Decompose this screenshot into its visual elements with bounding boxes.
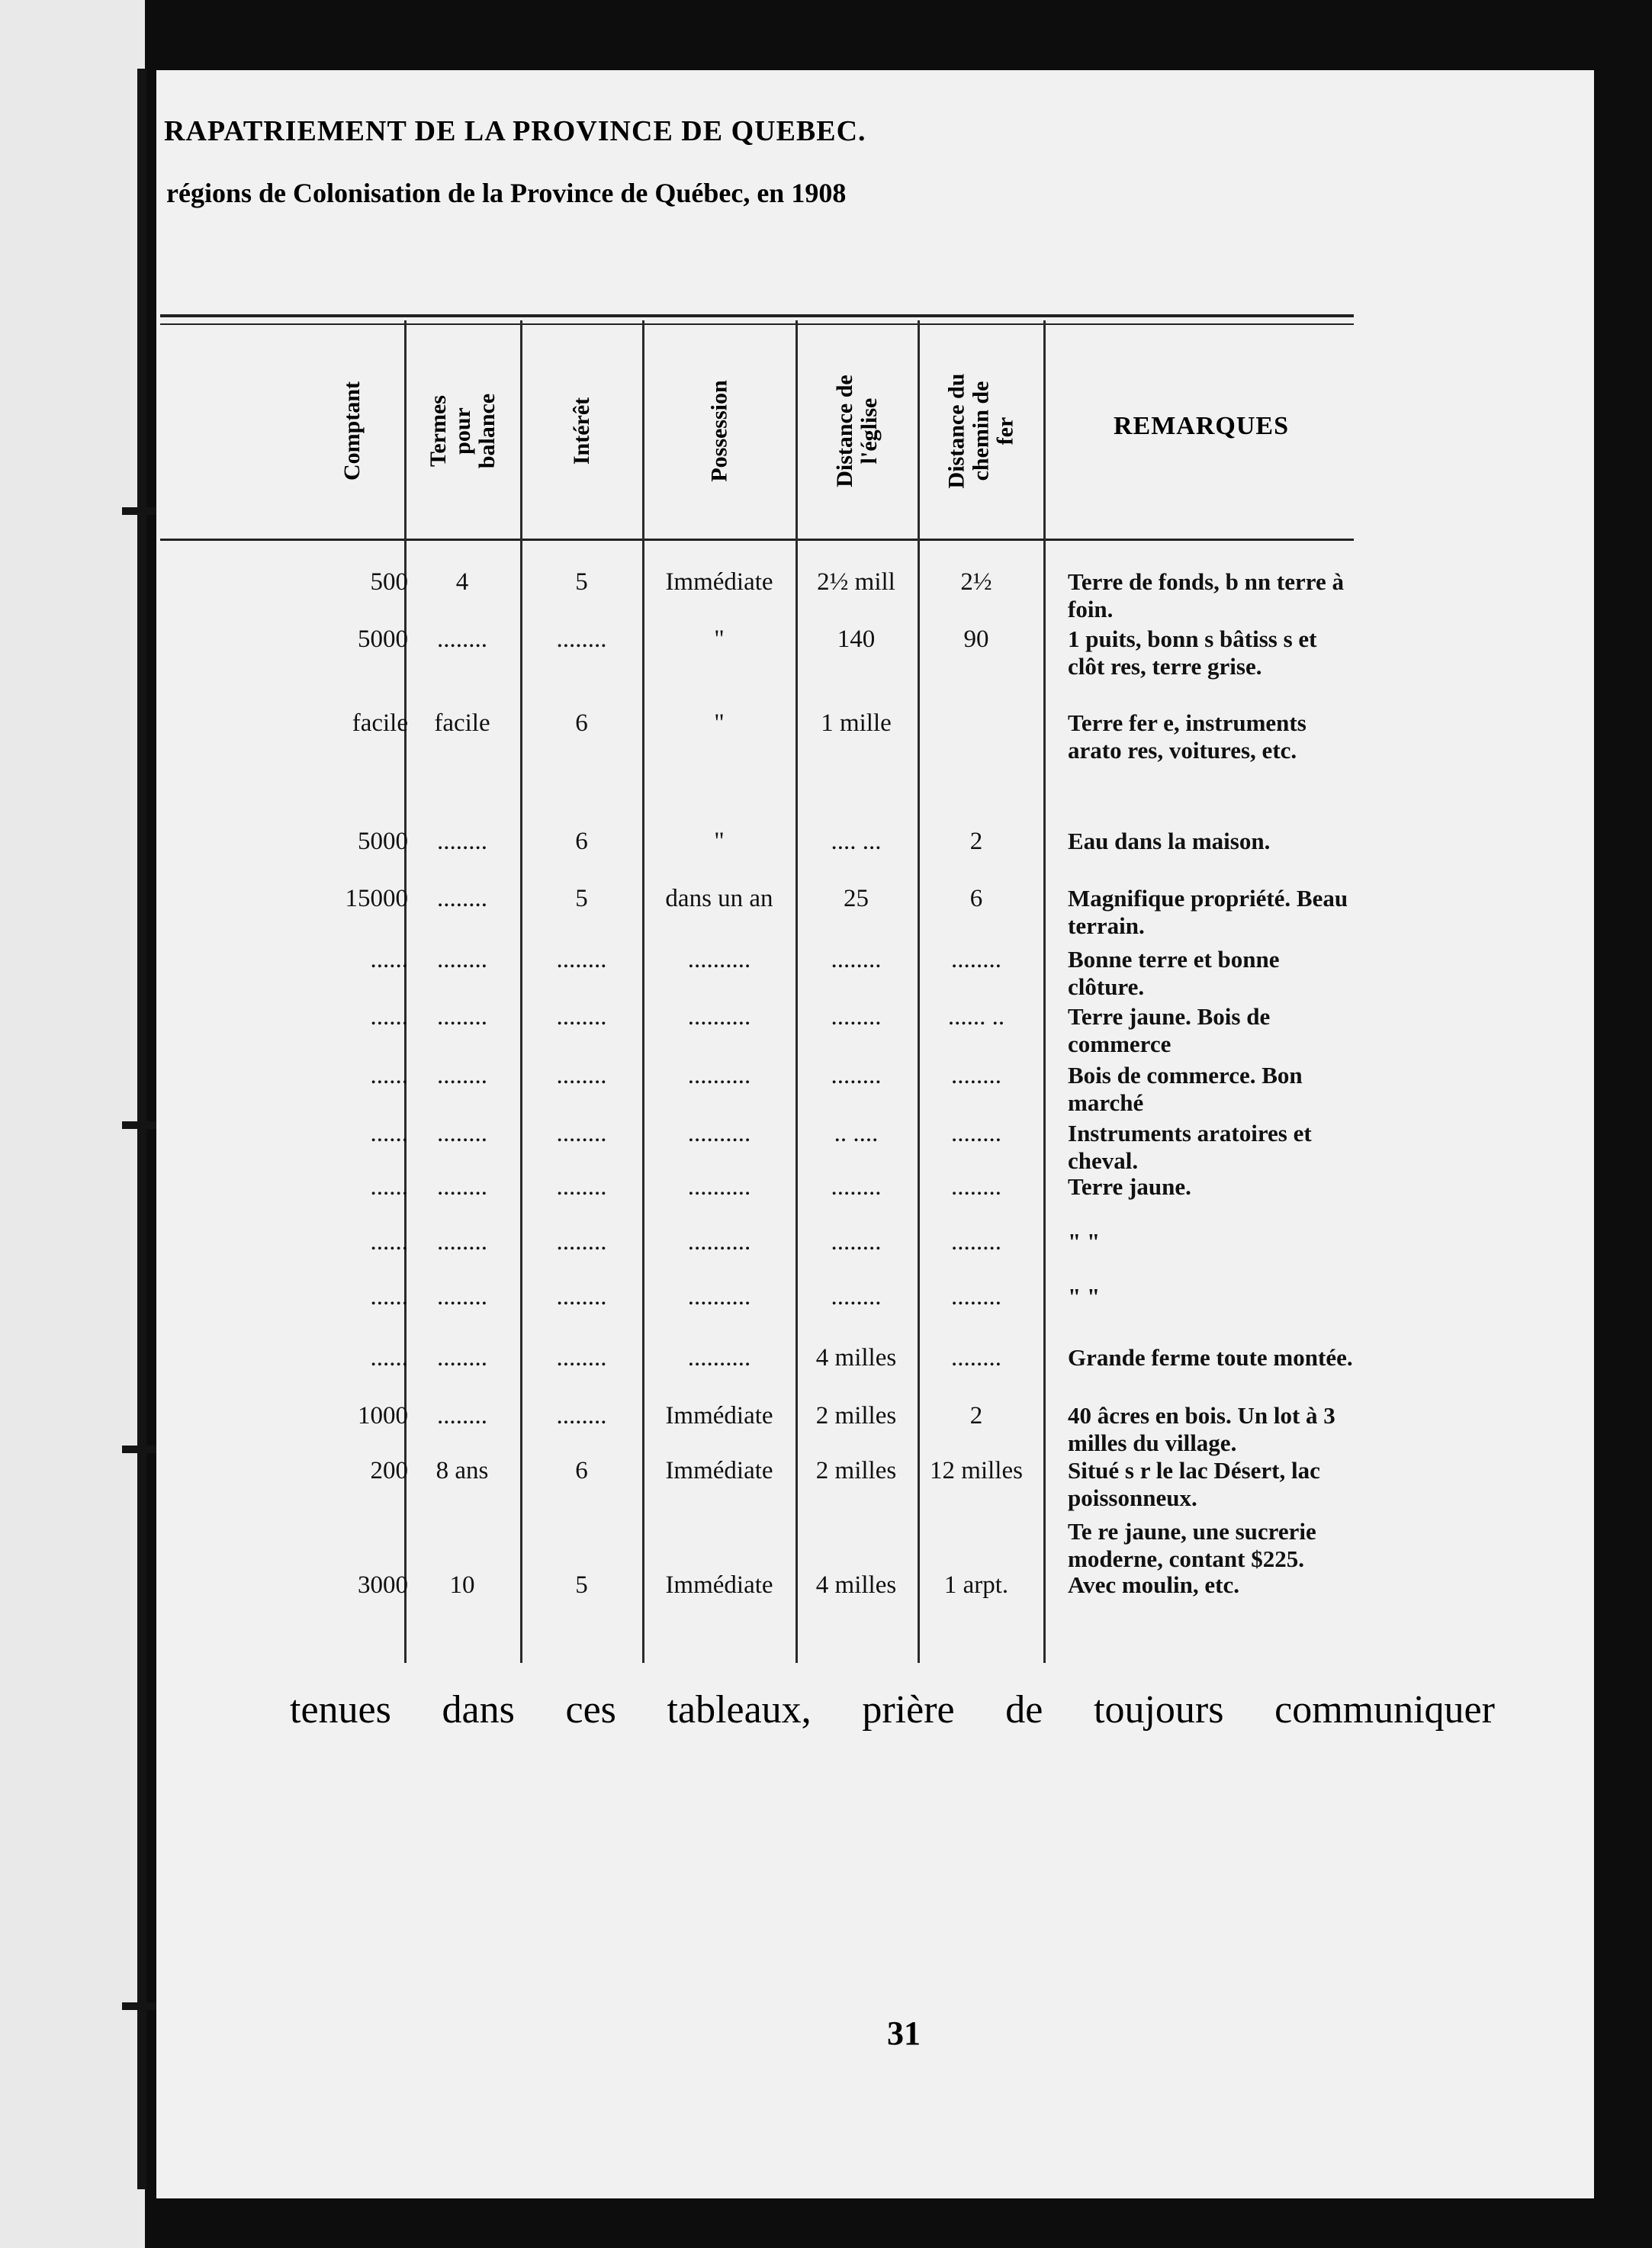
table-row <box>0 1283 1652 1344</box>
cell-distance-eglise: .. .... <box>834 1120 879 1147</box>
cell-possession: " <box>714 626 725 653</box>
cell-possession: .......... <box>687 1120 751 1147</box>
cell-possession: " <box>714 709 725 737</box>
cell-termes: ........ <box>437 1062 487 1089</box>
table-row <box>0 709 1652 770</box>
cell-distance-eglise: 4 milles <box>815 1571 897 1599</box>
cell-comptant: 500 <box>370 568 408 596</box>
cell-remarques: Te re jaune, une sucrerie moderne, contant $225. <box>1068 1518 1316 1572</box>
cell-comptant: ...... <box>370 1062 408 1089</box>
cell-distance-chemin: ...... .. <box>947 1003 1005 1031</box>
column-header-remarques: REMARQUES <box>1113 412 1290 440</box>
cell-remarques: Bonne terre et bonne clôture. <box>1068 946 1280 1000</box>
column-header-distance-eglise: Distance de l'église <box>832 375 882 487</box>
cell-interet: ........ <box>556 1344 607 1372</box>
cell-distance-eglise: 2½ mill <box>817 568 895 596</box>
page-title: RAPATRIEMENT DE LA PROVINCE DE QUEBEC. <box>164 115 866 147</box>
cell-interet: 5 <box>575 1571 588 1599</box>
table-row <box>0 1344 1652 1405</box>
header-rule <box>160 314 1354 317</box>
cell-distance-eglise: ........ <box>831 1228 882 1256</box>
cell-remarques: Eau dans la maison. <box>1068 828 1271 854</box>
cell-termes: 10 <box>449 1571 475 1599</box>
cell-possession: .......... <box>687 1003 751 1031</box>
cell-distance-chemin: 6 <box>969 885 983 912</box>
binding-mark <box>122 507 160 515</box>
cell-interet: 6 <box>575 709 588 737</box>
footer-word: tableaux, <box>667 1688 812 1732</box>
cell-remarques: " " <box>1068 1283 1101 1310</box>
table-row <box>0 1062 1652 1123</box>
page-number: 31 <box>887 2015 921 2052</box>
cell-distance-eglise: 4 milles <box>815 1344 897 1372</box>
cell-termes: ........ <box>437 1402 487 1430</box>
cell-distance-chemin: ........ <box>951 1120 1001 1147</box>
cell-comptant: facile <box>352 709 408 737</box>
cell-comptant: ...... <box>370 1283 408 1311</box>
footer-word: toujours <box>1094 1688 1224 1732</box>
table-row <box>0 1120 1652 1181</box>
table-row <box>0 946 1652 1007</box>
cell-distance-eglise: ........ <box>831 1283 882 1311</box>
cell-termes: ........ <box>437 946 487 973</box>
cell-distance-eglise: 140 <box>837 626 876 653</box>
column-header-possession: Possession <box>706 380 732 482</box>
cell-remarques: Terre de fonds, b nn terre à foin. <box>1068 568 1344 622</box>
cell-remarques: 1 puits, bonn s bâtiss s et clôt res, terre grise. <box>1068 626 1317 680</box>
footer-word: ces <box>565 1688 616 1732</box>
continuation-text <box>290 1687 1495 1732</box>
cell-distance-eglise: .... ... <box>831 828 882 855</box>
cell-comptant: 5000 <box>358 626 408 653</box>
cell-interet: ........ <box>556 1003 607 1031</box>
cell-distance-chemin: ........ <box>951 1173 1001 1201</box>
cell-distance-eglise: 2 milles <box>815 1402 897 1430</box>
cell-distance-chemin: 90 <box>963 626 989 653</box>
column-header-interet: Intérêt <box>568 397 594 465</box>
cell-termes: ........ <box>437 626 487 653</box>
cell-comptant: ...... <box>370 1003 408 1031</box>
table-row <box>0 626 1652 687</box>
cell-termes: ........ <box>437 1283 487 1311</box>
cell-possession: Immédiate <box>665 1457 773 1484</box>
cell-distance-chemin: ........ <box>951 1228 1001 1256</box>
cell-remarques: Terre jaune. Bois de commerce <box>1068 1003 1271 1057</box>
table-row <box>0 885 1652 946</box>
cell-remarques: Magnifique propriété. Beau terrain. <box>1068 885 1348 939</box>
cell-distance-chemin: ........ <box>951 1062 1001 1089</box>
cell-distance-eglise: ........ <box>831 946 882 973</box>
table-row <box>0 1571 1652 1632</box>
cell-distance-eglise: 2 milles <box>815 1457 897 1484</box>
cell-remarques: Terre fer e, instruments arato res, voitures, etc. <box>1068 709 1306 764</box>
cell-remarques: Bois de commerce. Bon marché <box>1068 1062 1303 1116</box>
cell-distance-eglise: 25 <box>844 885 869 912</box>
table-row <box>0 568 1652 629</box>
column-header-rule <box>160 539 1354 541</box>
cell-interet: 6 <box>575 1457 588 1484</box>
cell-possession: Immédiate <box>665 568 773 596</box>
cell-termes: 8 ans <box>435 1457 489 1484</box>
cell-termes: ........ <box>437 1228 487 1256</box>
cell-comptant: ...... <box>370 1228 408 1256</box>
table-row <box>0 1003 1652 1064</box>
cell-interet: ........ <box>556 1402 607 1430</box>
table-row <box>0 1457 1652 1518</box>
cell-remarques: Situé s r le lac Désert, lac poissonneux. <box>1068 1457 1320 1511</box>
cell-distance-eglise: ........ <box>831 1173 882 1201</box>
cell-comptant: ...... <box>370 1173 408 1201</box>
cell-possession: Immédiate <box>665 1402 773 1430</box>
cell-interet: ........ <box>556 1228 607 1256</box>
cell-possession: .......... <box>687 1283 751 1311</box>
footer-word: de <box>1005 1688 1043 1732</box>
header-rule <box>160 323 1354 325</box>
cell-possession: .......... <box>687 1062 751 1089</box>
cell-termes: ........ <box>437 1173 487 1201</box>
cell-termes: 4 <box>455 568 469 596</box>
cell-possession: Immédiate <box>665 1571 773 1599</box>
cell-distance-chemin: ........ <box>951 1283 1001 1311</box>
table-row <box>0 828 1652 889</box>
table-row <box>0 1228 1652 1289</box>
cell-remarques: Terre jaune. <box>1068 1173 1191 1200</box>
cell-comptant: 1000 <box>358 1402 408 1430</box>
cell-distance-chemin: 2 <box>969 828 983 855</box>
cell-interet: ........ <box>556 626 607 653</box>
cell-possession: .......... <box>687 1344 751 1372</box>
cell-comptant: ...... <box>370 1344 408 1372</box>
cell-remarques: Avec moulin, etc. <box>1068 1571 1239 1598</box>
cell-termes: facile <box>434 709 490 737</box>
table-row <box>0 1173 1652 1234</box>
cell-possession: .......... <box>687 1173 751 1201</box>
cell-interet: 6 <box>575 828 588 855</box>
footer-word: tenues <box>290 1688 391 1732</box>
cell-termes: ........ <box>437 885 487 912</box>
cell-remarques: 40 âcres en bois. Un lot à 3 milles du village. <box>1068 1402 1335 1456</box>
cell-distance-eglise: ........ <box>831 1062 882 1089</box>
cell-remarques: Grande ferme toute montée. <box>1068 1344 1353 1371</box>
footer-word: prière <box>862 1688 955 1732</box>
page-subtitle: régions de Colonisation de la Province de Québec, en 1908 <box>166 178 847 208</box>
cell-interet: ........ <box>556 946 607 973</box>
cell-remarques: " " <box>1068 1228 1101 1255</box>
cell-interet: ........ <box>556 1173 607 1201</box>
column-header-distance-chemin: Distance du chemin de fer <box>943 373 1018 489</box>
cell-comptant: 15000 <box>345 885 408 912</box>
cell-distance-eglise: 1 mille <box>821 709 892 737</box>
table-row <box>0 1402 1652 1463</box>
cell-termes: ........ <box>437 1344 487 1372</box>
cell-interet: 5 <box>575 568 588 596</box>
cell-termes: ........ <box>437 1003 487 1031</box>
cell-termes: ........ <box>437 828 487 855</box>
cell-comptant: ...... <box>370 1120 408 1147</box>
table-row <box>0 1518 1652 1579</box>
column-header-termes: Termes pour balance <box>426 393 500 469</box>
cell-distance-chemin: ........ <box>951 946 1001 973</box>
cell-distance-chemin: 1 arpt. <box>943 1571 1009 1599</box>
cell-interet: ........ <box>556 1283 607 1311</box>
cell-comptant: ...... <box>370 946 408 973</box>
cell-distance-chemin: 2 <box>969 1402 983 1430</box>
footer-word: dans <box>442 1688 515 1732</box>
cell-distance-chemin: ........ <box>951 1344 1001 1372</box>
binding-mark <box>122 2002 160 2010</box>
cell-interet: ........ <box>556 1120 607 1147</box>
cell-remarques: Instruments aratoires et cheval. <box>1068 1120 1312 1174</box>
cell-distance-chemin: 12 milles <box>930 1457 1023 1484</box>
cell-possession: .......... <box>687 946 751 973</box>
column-header-comptant: Comptant <box>339 381 365 481</box>
cell-possession: .......... <box>687 1228 751 1256</box>
cell-comptant: 200 <box>370 1457 408 1484</box>
cell-distance-chemin: 2½ <box>960 568 992 596</box>
cell-termes: ........ <box>437 1120 487 1147</box>
cell-interet: 5 <box>575 885 588 912</box>
cell-possession: dans un an <box>665 885 773 912</box>
cell-distance-eglise: ........ <box>831 1003 882 1031</box>
footer-word: communiquer <box>1274 1688 1495 1732</box>
cell-possession: " <box>714 828 725 855</box>
cell-comptant: 5000 <box>358 828 408 855</box>
cell-interet: ........ <box>556 1062 607 1089</box>
cell-comptant: 3000 <box>358 1571 408 1599</box>
